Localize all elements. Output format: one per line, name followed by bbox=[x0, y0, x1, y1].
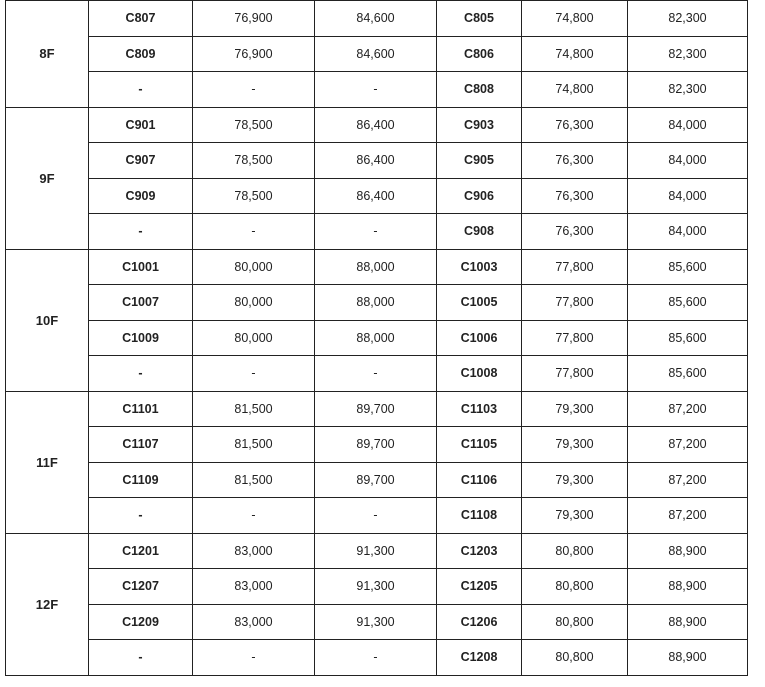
price-right-2: 87,200 bbox=[628, 427, 748, 463]
price-left-1: 80,000 bbox=[193, 285, 315, 321]
floor-label: 8F bbox=[6, 1, 89, 108]
unit-id-right: C808 bbox=[437, 72, 522, 108]
price-left-2: 88,000 bbox=[315, 249, 437, 285]
table-row bbox=[6, 143, 748, 179]
price-left-1: 76,900 bbox=[193, 1, 315, 37]
table-body bbox=[6, 1, 748, 676]
table-row bbox=[6, 498, 748, 534]
unit-id-left: C1101 bbox=[89, 391, 193, 427]
unit-id-left: C807 bbox=[89, 1, 193, 37]
price-right-1: 79,300 bbox=[522, 462, 628, 498]
unit-id-left: C1107 bbox=[89, 427, 193, 463]
unit-id-left: C1201 bbox=[89, 533, 193, 569]
unit-id-right: C1003 bbox=[437, 249, 522, 285]
price-left-2: 86,400 bbox=[315, 178, 437, 214]
table-row bbox=[6, 107, 748, 143]
table-row bbox=[6, 1, 748, 37]
price-right-1: 80,800 bbox=[522, 604, 628, 640]
unit-id-right: C806 bbox=[437, 36, 522, 72]
price-left-1: 81,500 bbox=[193, 462, 315, 498]
unit-id-right: C1205 bbox=[437, 569, 522, 605]
price-left-1: 78,500 bbox=[193, 143, 315, 179]
table-row bbox=[6, 249, 748, 285]
table-row bbox=[6, 640, 748, 676]
unit-id-left: - bbox=[89, 214, 193, 250]
price-right-2: 87,200 bbox=[628, 391, 748, 427]
price-right-1: 76,300 bbox=[522, 143, 628, 179]
unit-id-right: C905 bbox=[437, 143, 522, 179]
price-right-1: 74,800 bbox=[522, 36, 628, 72]
price-left-1: 83,000 bbox=[193, 533, 315, 569]
table-row bbox=[6, 72, 748, 108]
unit-price-table bbox=[5, 0, 748, 676]
unit-id-right: C1103 bbox=[437, 391, 522, 427]
price-left-2: 89,700 bbox=[315, 462, 437, 498]
price-left-2: 91,300 bbox=[315, 533, 437, 569]
unit-id-left: - bbox=[89, 640, 193, 676]
price-left-2: - bbox=[315, 214, 437, 250]
price-right-2: 84,000 bbox=[628, 143, 748, 179]
price-right-1: 77,800 bbox=[522, 285, 628, 321]
price-left-2: - bbox=[315, 640, 437, 676]
unit-id-left: C1207 bbox=[89, 569, 193, 605]
table-row bbox=[6, 356, 748, 392]
unit-id-left: - bbox=[89, 356, 193, 392]
price-left-1: 80,000 bbox=[193, 320, 315, 356]
table-row bbox=[6, 36, 748, 72]
price-right-2: 82,300 bbox=[628, 36, 748, 72]
unit-id-right: C908 bbox=[437, 214, 522, 250]
unit-id-left: C1109 bbox=[89, 462, 193, 498]
price-left-2: - bbox=[315, 356, 437, 392]
unit-id-left: C809 bbox=[89, 36, 193, 72]
table-row bbox=[6, 604, 748, 640]
unit-id-left: - bbox=[89, 498, 193, 534]
price-left-2: 88,000 bbox=[315, 285, 437, 321]
unit-id-right: C903 bbox=[437, 107, 522, 143]
price-right-2: 84,000 bbox=[628, 178, 748, 214]
price-left-2: 88,000 bbox=[315, 320, 437, 356]
table-row bbox=[6, 178, 748, 214]
unit-id-right: C1108 bbox=[437, 498, 522, 534]
price-right-1: 80,800 bbox=[522, 533, 628, 569]
price-right-2: 88,900 bbox=[628, 533, 748, 569]
price-left-1: 78,500 bbox=[193, 107, 315, 143]
unit-id-right: C1008 bbox=[437, 356, 522, 392]
table-row bbox=[6, 533, 748, 569]
table-row bbox=[6, 320, 748, 356]
price-right-1: 74,800 bbox=[522, 72, 628, 108]
unit-id-right: C1005 bbox=[437, 285, 522, 321]
table-row bbox=[6, 569, 748, 605]
price-right-2: 88,900 bbox=[628, 640, 748, 676]
price-right-1: 74,800 bbox=[522, 1, 628, 37]
floor-label: 12F bbox=[6, 533, 89, 675]
price-left-1: 80,000 bbox=[193, 249, 315, 285]
table-row bbox=[6, 285, 748, 321]
price-right-2: 84,000 bbox=[628, 107, 748, 143]
price-right-1: 76,300 bbox=[522, 178, 628, 214]
price-left-1: 81,500 bbox=[193, 391, 315, 427]
price-left-2: - bbox=[315, 498, 437, 534]
price-right-2: 82,300 bbox=[628, 72, 748, 108]
unit-id-right: C1006 bbox=[437, 320, 522, 356]
price-right-1: 79,300 bbox=[522, 391, 628, 427]
price-left-1: 81,500 bbox=[193, 427, 315, 463]
price-left-1: - bbox=[193, 72, 315, 108]
unit-id-right: C1105 bbox=[437, 427, 522, 463]
price-left-1: - bbox=[193, 214, 315, 250]
price-right-1: 76,300 bbox=[522, 214, 628, 250]
price-right-1: 79,300 bbox=[522, 498, 628, 534]
unit-id-left: C1001 bbox=[89, 249, 193, 285]
price-right-2: 85,600 bbox=[628, 285, 748, 321]
price-left-2: 89,700 bbox=[315, 427, 437, 463]
price-left-1: - bbox=[193, 640, 315, 676]
price-left-2: 91,300 bbox=[315, 569, 437, 605]
price-right-2: 88,900 bbox=[628, 569, 748, 605]
price-right-1: 80,800 bbox=[522, 569, 628, 605]
unit-id-right: C1203 bbox=[437, 533, 522, 569]
price-left-2: 89,700 bbox=[315, 391, 437, 427]
unit-id-left: C1209 bbox=[89, 604, 193, 640]
price-left-2: 91,300 bbox=[315, 604, 437, 640]
unit-id-right: C805 bbox=[437, 1, 522, 37]
price-right-2: 85,600 bbox=[628, 249, 748, 285]
price-left-1: 76,900 bbox=[193, 36, 315, 72]
price-right-2: 88,900 bbox=[628, 604, 748, 640]
price-right-2: 82,300 bbox=[628, 1, 748, 37]
price-left-2: 84,600 bbox=[315, 1, 437, 37]
price-right-2: 87,200 bbox=[628, 462, 748, 498]
unit-id-left: C901 bbox=[89, 107, 193, 143]
price-right-2: 84,000 bbox=[628, 214, 748, 250]
floor-label: 9F bbox=[6, 107, 89, 249]
unit-id-left: C1009 bbox=[89, 320, 193, 356]
table-row bbox=[6, 391, 748, 427]
unit-id-right: C1206 bbox=[437, 604, 522, 640]
price-right-1: 76,300 bbox=[522, 107, 628, 143]
price-left-1: 78,500 bbox=[193, 178, 315, 214]
price-right-1: 77,800 bbox=[522, 320, 628, 356]
price-left-1: - bbox=[193, 498, 315, 534]
price-left-1: 83,000 bbox=[193, 604, 315, 640]
price-left-1: - bbox=[193, 356, 315, 392]
price-right-2: 87,200 bbox=[628, 498, 748, 534]
price-right-2: 85,600 bbox=[628, 356, 748, 392]
table-row bbox=[6, 427, 748, 463]
price-right-1: 77,800 bbox=[522, 249, 628, 285]
price-right-1: 77,800 bbox=[522, 356, 628, 392]
price-right-1: 80,800 bbox=[522, 640, 628, 676]
price-right-2: 85,600 bbox=[628, 320, 748, 356]
price-left-2: 86,400 bbox=[315, 143, 437, 179]
floor-label: 11F bbox=[6, 391, 89, 533]
unit-id-right: C906 bbox=[437, 178, 522, 214]
price-left-2: 86,400 bbox=[315, 107, 437, 143]
unit-id-left: C909 bbox=[89, 178, 193, 214]
unit-id-left: C907 bbox=[89, 143, 193, 179]
price-left-2: 84,600 bbox=[315, 36, 437, 72]
floor-label: 10F bbox=[6, 249, 89, 391]
unit-id-right: C1208 bbox=[437, 640, 522, 676]
unit-id-left: - bbox=[89, 72, 193, 108]
price-left-1: 83,000 bbox=[193, 569, 315, 605]
unit-id-left: C1007 bbox=[89, 285, 193, 321]
unit-id-right: C1106 bbox=[437, 462, 522, 498]
table-row bbox=[6, 462, 748, 498]
price-left-2: - bbox=[315, 72, 437, 108]
table-row bbox=[6, 214, 748, 250]
price-right-1: 79,300 bbox=[522, 427, 628, 463]
